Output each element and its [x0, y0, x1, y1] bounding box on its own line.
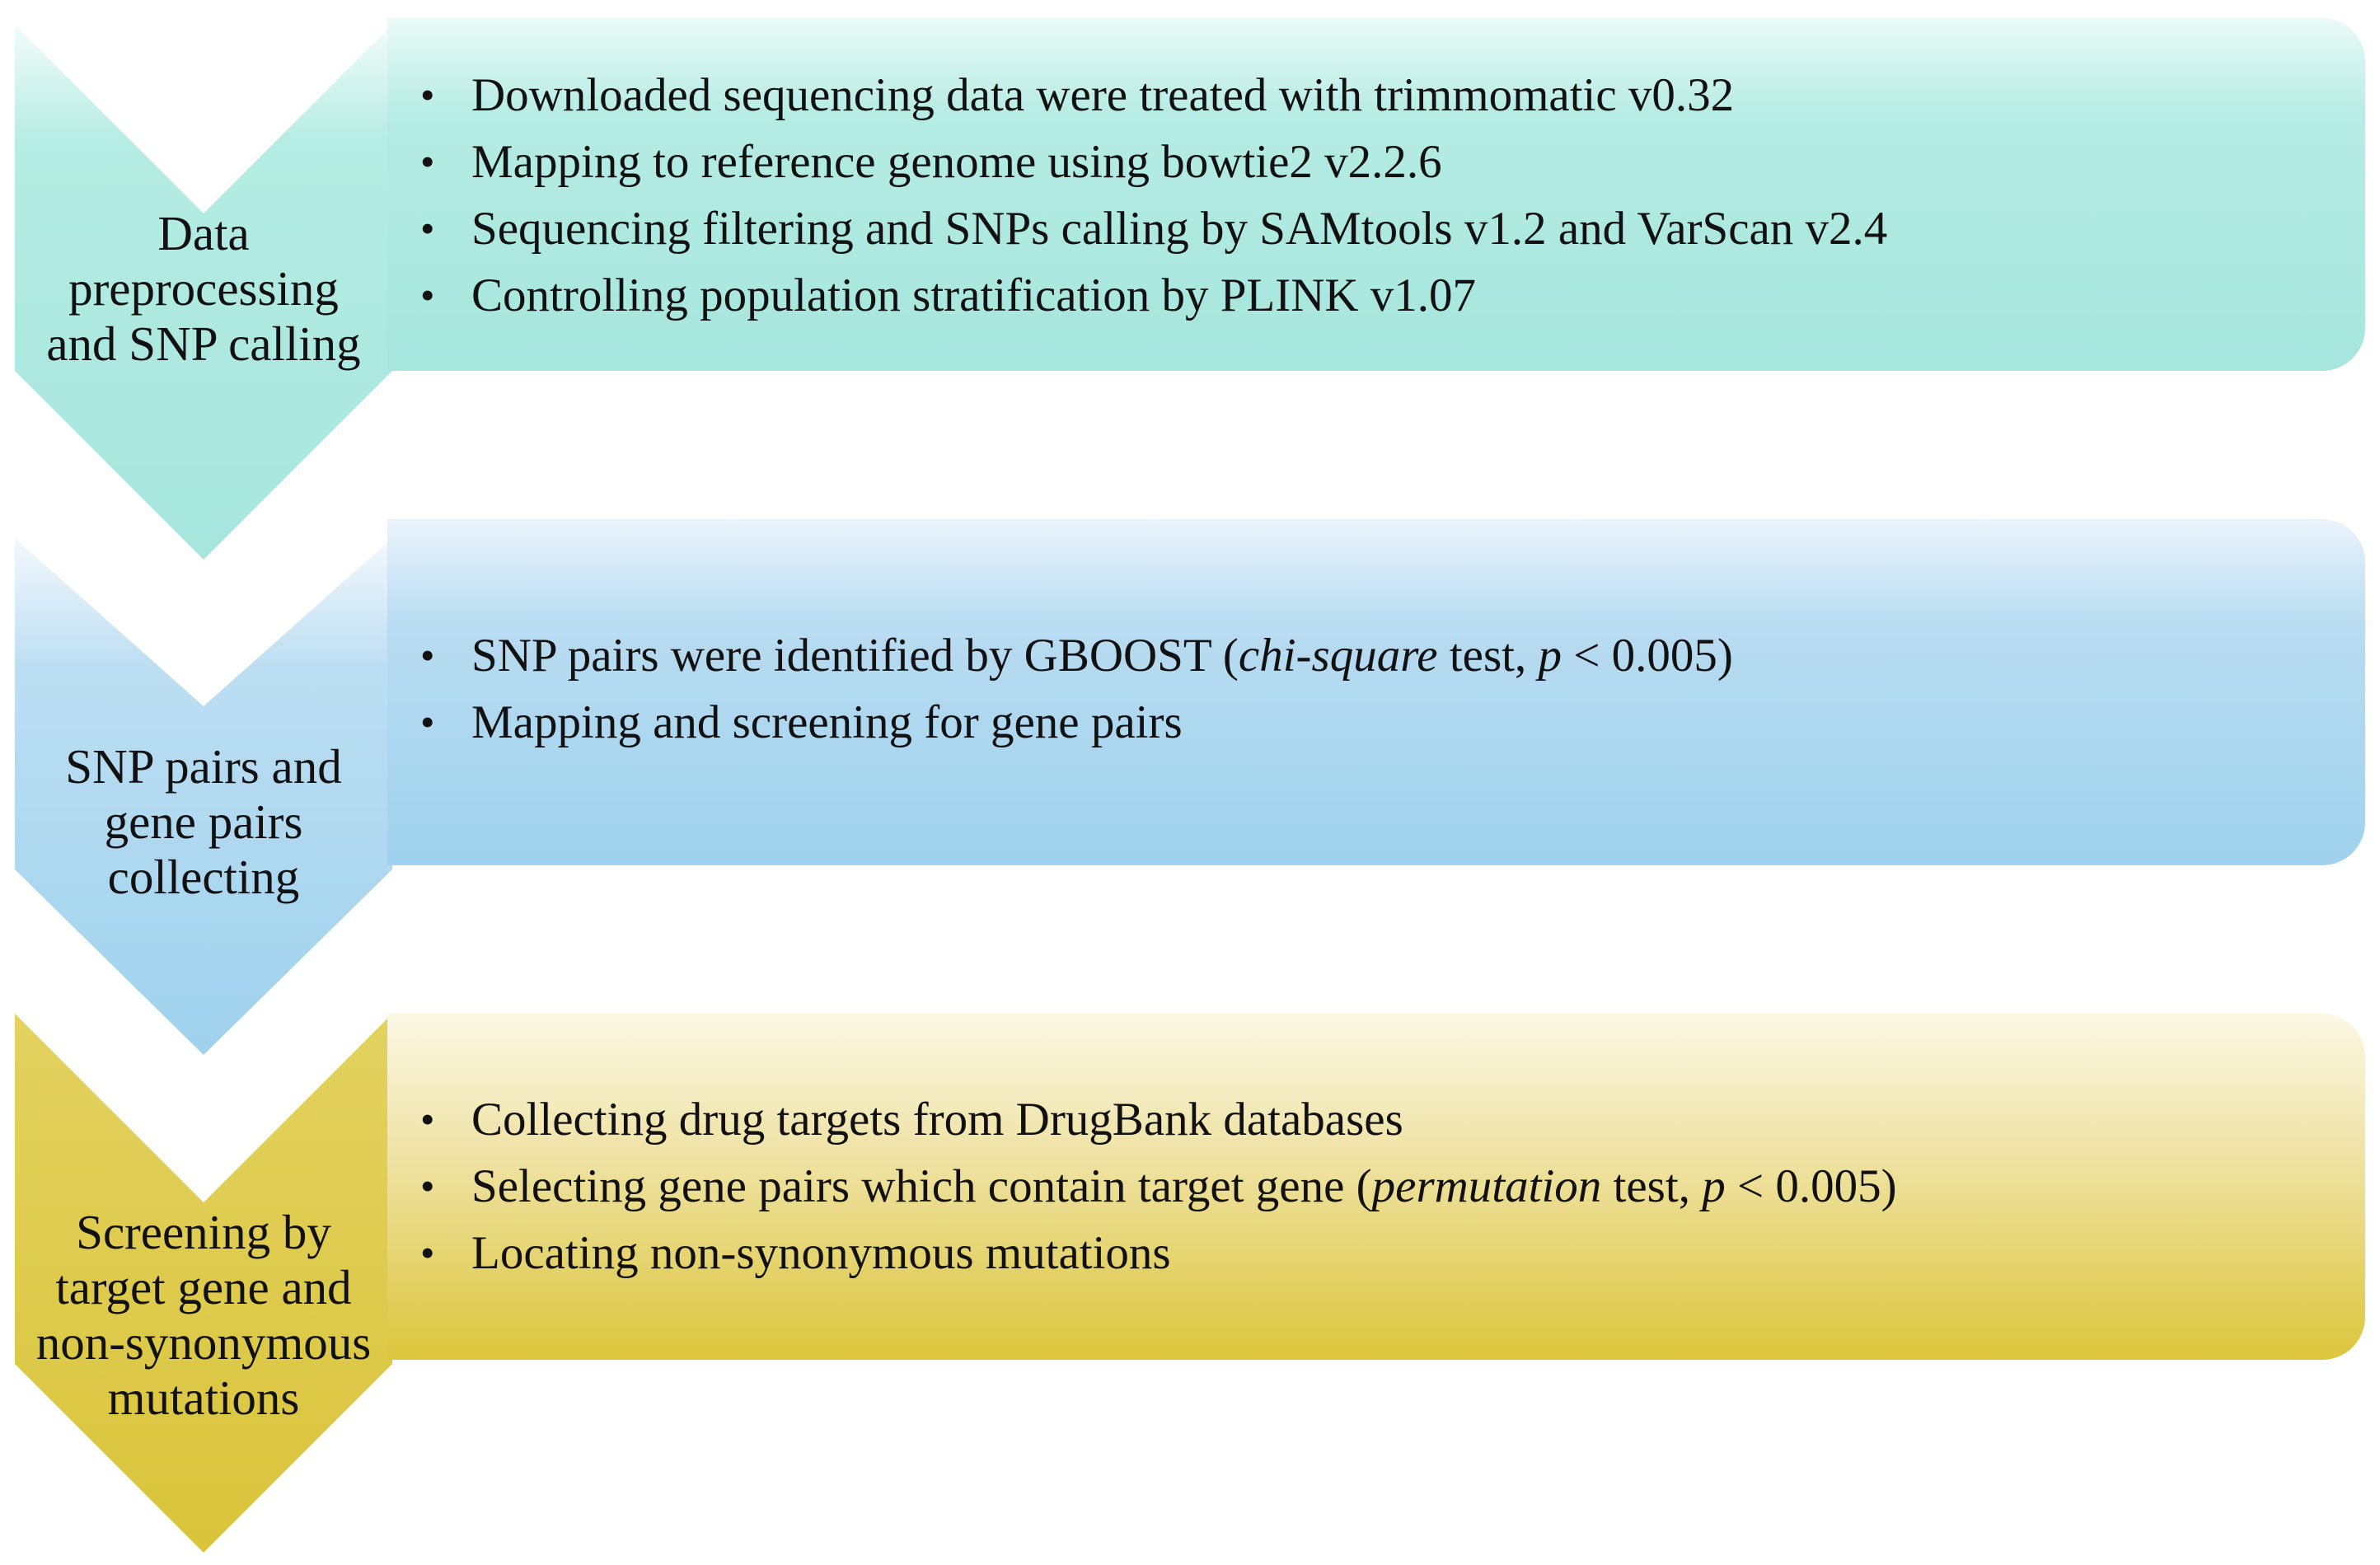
- bullet-text: < 0.005): [1561, 630, 1733, 682]
- stage-3-label: [0, 1205, 407, 1426]
- stage-3-label-line: mutations: [107, 1371, 300, 1425]
- bullet-text: SNP pairs were identified by GBOOST (: [471, 630, 1239, 682]
- bullet-item: • Controlling population stratification by PLINK v1.07: [420, 262, 1887, 329]
- bullet-item: • Locating non-synonymous mutations: [420, 1220, 1897, 1286]
- stage-1-bullet-list: [420, 62, 1887, 329]
- stage-3-label-line: target gene and: [55, 1260, 352, 1314]
- bullet-italic-term: permutation: [1371, 1160, 1602, 1212]
- bullet-item: • Downloaded sequencing data were treated with trimmomatic v0.32: [420, 62, 1887, 129]
- bullet-text: < 0.005): [1725, 1160, 1897, 1212]
- stage-1-label-line: Data: [157, 206, 250, 260]
- bullet-item: [420, 1153, 1897, 1220]
- bullet-item: • Collecting drug targets from DrugBank databases: [420, 1086, 1897, 1153]
- bullet-item: • Mapping and screening for gene pairs: [420, 689, 1733, 756]
- stage-3-bullet-list: [420, 1086, 1897, 1286]
- bullet-item: • Mapping to reference genome using bowtie2 v2.2.6: [420, 129, 1887, 195]
- bullet-italic-term: p: [1538, 630, 1562, 682]
- stage-1-label-line: preprocessing: [68, 261, 339, 316]
- stage-1-label-line: and SNP calling: [46, 316, 361, 371]
- bullet-item: [420, 622, 1733, 689]
- stage-2-label-line: SNP pairs and: [65, 739, 342, 794]
- stage-2-label-line: collecting: [107, 850, 300, 904]
- stage-2-label: [0, 739, 407, 905]
- stage-3-label-line: non-synonymous: [35, 1315, 372, 1370]
- stage-2-bullet-list: [420, 622, 1733, 756]
- bullet-italic-term: p: [1702, 1160, 1726, 1212]
- bullet-text: test,: [1437, 630, 1539, 682]
- bullet-text: test,: [1601, 1160, 1703, 1212]
- bullet-item: • Sequencing filtering and SNPs calling by SAMtools v1.2 and VarScan v2.4: [420, 195, 1887, 262]
- stage-1-label: [0, 206, 407, 372]
- bullet-text: Selecting gene pairs which contain target gene (: [471, 1160, 1372, 1212]
- stage-2-label-line: gene pairs: [104, 794, 303, 849]
- bullet-italic-term: chi-square: [1238, 630, 1438, 682]
- stage-3-label-line: Screening by: [76, 1205, 331, 1259]
